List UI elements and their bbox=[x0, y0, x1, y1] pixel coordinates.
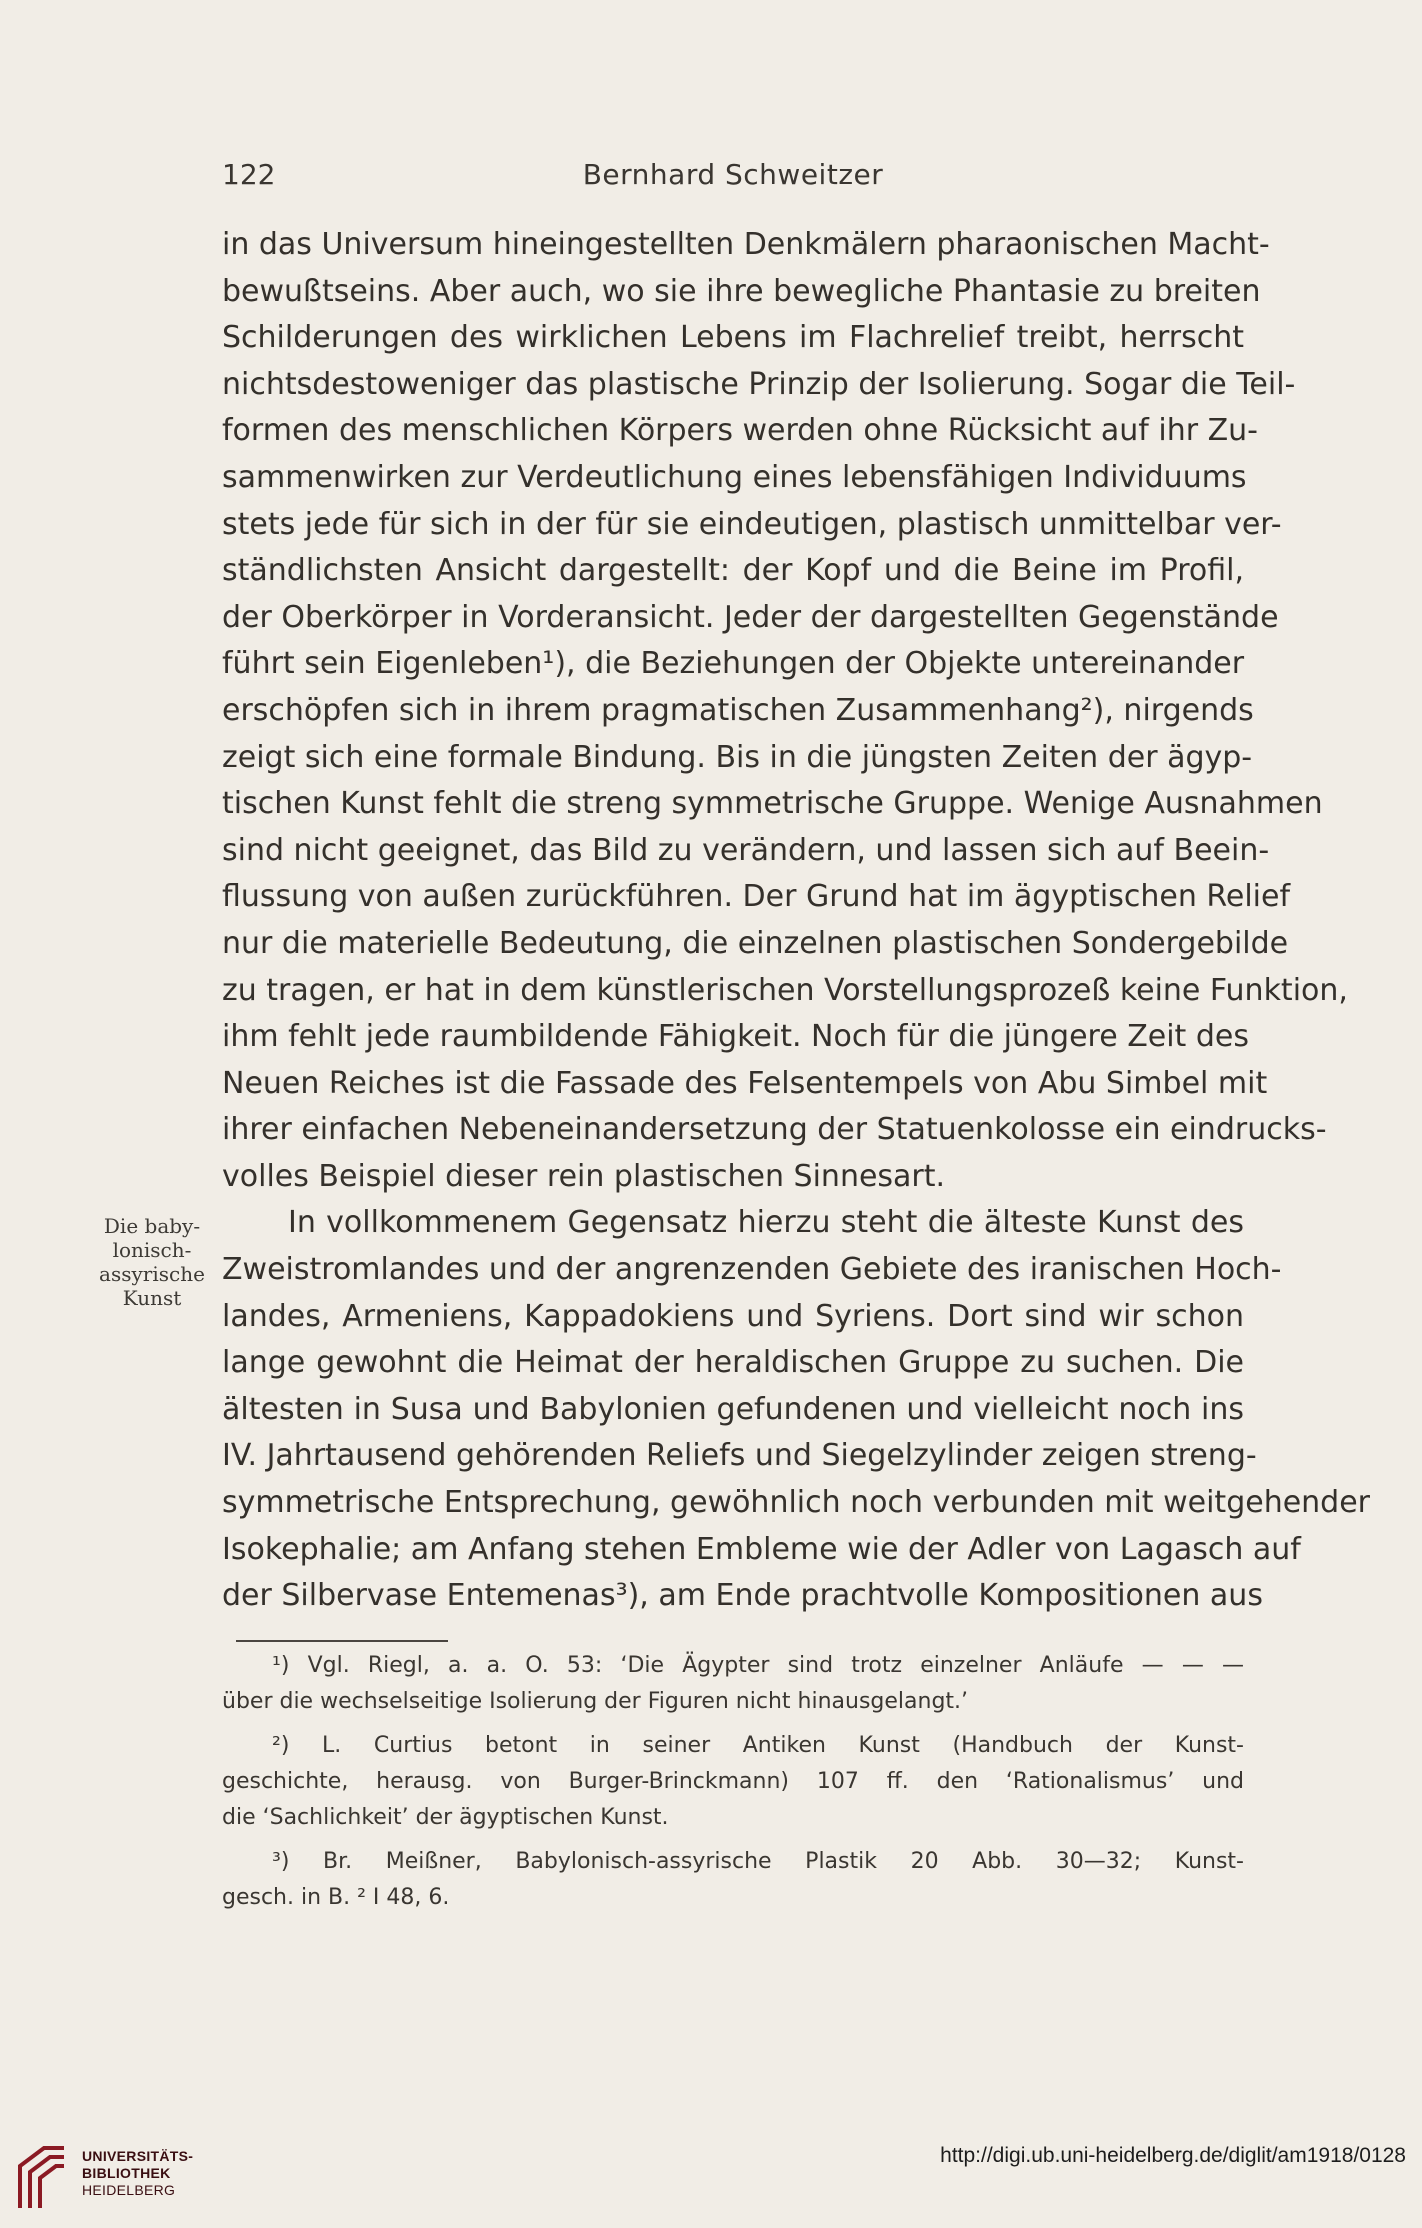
text-line: zu tragen, er hat in dem künstlerischen Vorstellungsprozeß keine Funktion, bbox=[222, 972, 1348, 1008]
text-line: symmetrische Entsprechung, gewöhnlich noch verbunden mit weitgehender bbox=[222, 1485, 1371, 1521]
text-line: ihm fehlt jede raumbildende Fähigkeit. Noch für die jüngere Zeit des bbox=[222, 1019, 1249, 1055]
text-line: der Oberkörper in Vorderansicht. Jeder der dargestellten Gegenstände bbox=[222, 599, 1279, 635]
text-line: nichtsdestoweniger das plastische Prinzip der Isolierung. Sogar die Teil- bbox=[222, 366, 1296, 402]
text-line: IV. Jahrtausend gehörenden Reliefs und Siegelzylinder zeigen streng- bbox=[222, 1438, 1257, 1474]
page-number: 122 bbox=[222, 158, 276, 191]
text-line: der Silbervase Entemenas³), am Ende prachtvolle Kompositionen aus bbox=[222, 1578, 1263, 1614]
page-header bbox=[222, 158, 1244, 208]
text-line: tischen Kunst fehlt die streng symmetrische Gruppe. Wenige Ausnahmen bbox=[222, 786, 1323, 822]
text-line: ständlichsten Ansicht dargestellt: der Kopf und die Beine im Profil, bbox=[222, 553, 1244, 589]
text-line: Zweistromlandes und der angrenzenden Gebiete des iranischen Hoch- bbox=[222, 1252, 1282, 1288]
text-line: flussung von außen zurückführen. Der Grund hat im ägyptischen Relief bbox=[222, 879, 1291, 915]
text-line: Neuen Reiches ist die Fassade des Felsentempels von Abu Simbel mit bbox=[222, 1065, 1268, 1101]
text-line: formen des menschlichen Körpers werden ohne Rücksicht auf ihr Zu- bbox=[222, 413, 1258, 449]
footnote-divider bbox=[236, 1640, 448, 1642]
main-text bbox=[222, 222, 1371, 1620]
source-url-link[interactable]: http://digi.ub.uni-heidelberg.de/diglit/am1918/0128 bbox=[940, 2144, 1406, 2167]
footnote-line: gesch. in B. ² I 48, 6. bbox=[222, 1885, 450, 1910]
marginal-note-line: assyrische bbox=[99, 1262, 205, 1286]
footer bbox=[0, 2128, 1422, 2228]
library-name bbox=[82, 2148, 193, 2199]
marginal-note bbox=[86, 1214, 218, 1310]
footnote-line: die ‘Sachlichkeit’ der ägyptischen Kunst. bbox=[222, 1805, 669, 1830]
footnotes bbox=[222, 1648, 1244, 1916]
footnote-line: ³) Br. Meißner, Babylonisch-assyrische Plastik 20 Abb. 30—32; Kunst- bbox=[272, 1849, 1244, 1874]
text-line: ihrer einfachen Nebeneinandersetzung der Statuenkolosse ein eindrucks- bbox=[222, 1112, 1327, 1148]
text-line: nur die materielle Bedeutung, die einzelnen plastischen Sondergebilde bbox=[222, 925, 1289, 961]
library-name-line: BIBLIOTHEK bbox=[82, 2165, 171, 2181]
footnote-line: geschichte, herausg. von Burger-Brinckmann) 107 ff. den ‘Rationalismus’ und bbox=[222, 1769, 1244, 1794]
text-line: sammenwirken zur Verdeutlichung eines lebensfähigen Individuums bbox=[222, 459, 1247, 495]
library-logo-icon bbox=[14, 2142, 68, 2210]
text-line: stets jede für sich in der für sie eindeutigen, plastisch unmittelbar ver- bbox=[222, 506, 1282, 542]
text-line: erschöpfen sich in ihrem pragmatischen Zusammenhang²), nirgends bbox=[222, 692, 1254, 728]
library-name-line: UNIVERSITÄTS- bbox=[82, 2148, 194, 2164]
marginal-note-line: Kunst bbox=[122, 1286, 182, 1310]
text-line: bewußtseins. Aber auch, wo sie ihre bewegliche Phantasie zu breiten bbox=[222, 273, 1261, 309]
footnote-line: ¹) Vgl. Riegl, a. a. O. 53: ‘Die Ägypter sind trotz einzelner Anläufe — — — bbox=[272, 1653, 1244, 1678]
text-line: sind nicht geeignet, das Bild zu verändern, und lassen sich auf Beein- bbox=[222, 832, 1270, 868]
text-line: zeigt sich eine formale Bindung. Bis in die jüngsten Zeiten der ägyp- bbox=[222, 739, 1253, 775]
text-line: lange gewohnt die Heimat der heraldischen Gruppe zu suchen. Die bbox=[222, 1345, 1244, 1381]
footnote-line: über die wechselseitige Isolierung der Figuren nicht hinausgelangt.’ bbox=[222, 1689, 969, 1714]
paragraph-start-line: In vollkommenem Gegensatz hierzu steht die älteste Kunst des bbox=[288, 1205, 1244, 1241]
text-line: volles Beispiel dieser rein plastischen Sinnesart. bbox=[222, 1158, 946, 1194]
footnote-line: ²) L. Curtius betont in seiner Antiken Kunst (Handbuch der Kunst- bbox=[272, 1733, 1244, 1758]
text-line: Schilderungen des wirklichen Lebens im Flachrelief treibt, herrscht bbox=[222, 320, 1244, 356]
text-line: ältesten in Susa und Babylonien gefundenen und vielleicht noch ins bbox=[222, 1391, 1244, 1427]
text-line: in das Universum hineingestellten Denkmälern pharaonischen Macht- bbox=[222, 227, 1270, 262]
text-line: landes, Armeniens, Kappadokiens und Syriens. Dort sind wir schon bbox=[222, 1298, 1244, 1334]
library-name-line: HEIDELBERG bbox=[82, 2182, 176, 2198]
marginal-note-line: Die baby- bbox=[103, 1214, 201, 1238]
text-line: Isokephalie; am Anfang stehen Embleme wie der Adler von Lagasch auf bbox=[222, 1531, 1301, 1567]
text-line: führt sein Eigenleben¹), die Beziehungen der Objekte untereinander bbox=[222, 646, 1245, 682]
marginal-note-line: lonisch- bbox=[112, 1238, 192, 1262]
running-title: Bernhard Schweitzer bbox=[582, 158, 884, 191]
